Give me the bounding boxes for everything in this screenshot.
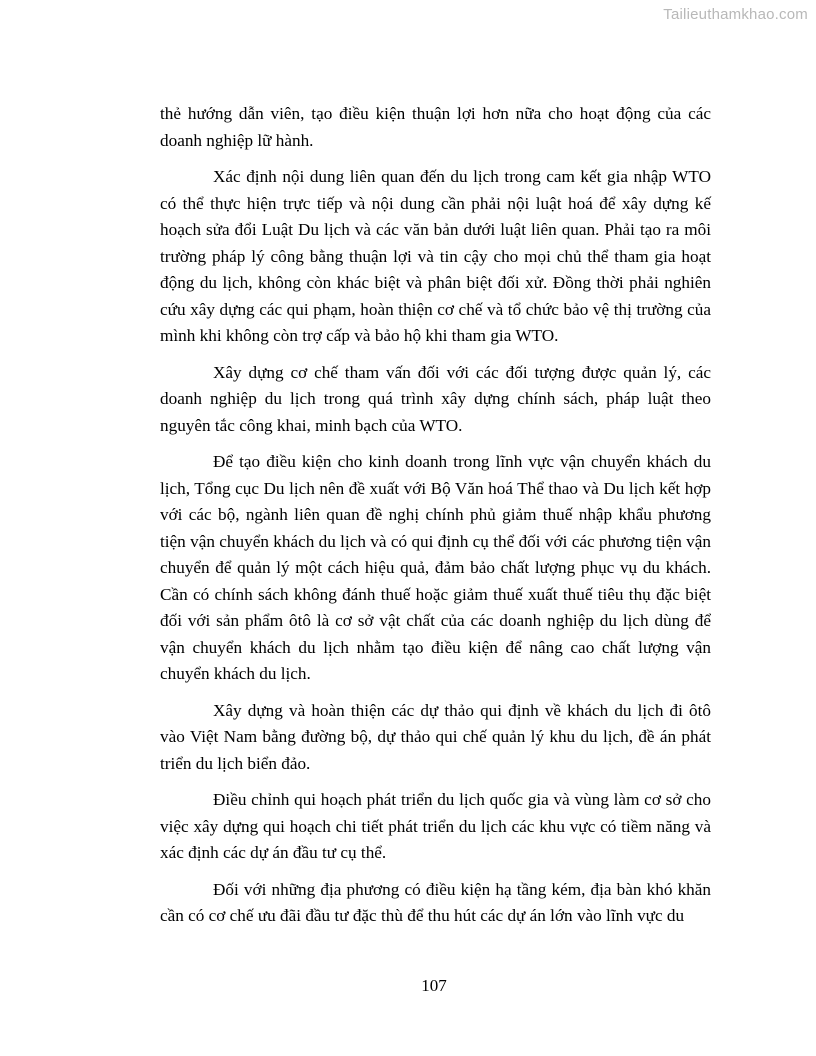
paragraph-wto-commitments: Xác định nội dung liên quan đến du lịch trong cam kết gia nhập WTO có thể thực hiện trực tiếp và nội dung cần phải nội luật hoá để xây dựng kế hoạch sửa đổi Luật Du lịch và các văn bản dưới luật liên quan. Phải tạo ra môi trường pháp lý công bằng thuận lợi và tin cậy cho mọi chủ thể tham gia hoạt động du lịch, không còn khác biệt và phân biệt đối xử. Đồng thời phải nghiên cứu xây dựng các qui phạm, hoàn thiện cơ chế và tổ chức bảo vệ thị trường của mình khi không còn trợ cấp và bảo hộ khi tham gia WTO.: [160, 167, 711, 345]
paragraph-transport: Để tạo điều kiện cho kinh doanh trong lĩnh vực vận chuyển khách du lịch, Tổng cục Du lịch nên đề xuất với Bộ Văn hoá Thể thao và Du lịch kết hợp với các bộ, ngành liên quan đề nghị chính phủ giảm thuế nhập khẩu phương tiện vận chuyển khách du lịch và có qui định cụ thể đối với các phương tiện vận chuyển để quản lý một cách hiệu quả, đảm bảo chất lượng phục vụ du khách. Cần có chính sách không đánh thuế hoặc giảm thuế xuất thuế tiêu thụ đặc biệt đối với sản phẩm ôtô là cơ sở vật chất của các doanh nghiệp du lịch dùng để vận chuyển khách du lịch nhằm tạo điều kiện để nâng cao chất lượng vận chuyển khách du lịch.: [160, 452, 711, 683]
paragraph-investment-incentives: Đối với những địa phương có điều kiện hạ tầng kém, địa bàn khó khăn cần có cơ chế ưu đãi đầu tư đặc thù để thu hút các dự án lớn vào lĩnh vực du: [160, 879, 711, 925]
watermark: Tailieuthamkhao.com: [663, 6, 808, 23]
paragraph-continuation: thẻ hướng dẫn viên, tạo điều kiện thuận lợi hơn nữa cho hoạt động của các doanh nghiệp lữ hành.: [160, 104, 711, 150]
paragraph-consultation-mechanism: Xây dựng cơ chế tham vấn đối với các đối tượng được quản lý, các doanh nghiệp du lịch trong quá trình xây dựng chính sách, pháp luật theo nguyên tắc công khai, minh bạch của WTO.: [160, 362, 711, 435]
paragraph-draft-regulations: Xây dựng và hoàn thiện các dự thảo qui định về khách du lịch đi ôtô vào Việt Nam bằng đường bộ, dự thảo qui chế quản lý khu du lịch, đề án phát triển du lịch biển đảo.: [160, 700, 711, 773]
page-number: 107: [421, 976, 447, 995]
paragraph-planning-adjustment: Điều chỉnh qui hoạch phát triển du lịch quốc gia và vùng làm cơ sở cho việc xây dựng qui hoạch chi tiết phát triển du lịch các khu vực có tiềm năng và xác định các dự án đầu tư cụ thể.: [160, 790, 711, 862]
document-body: [160, 101, 711, 940]
